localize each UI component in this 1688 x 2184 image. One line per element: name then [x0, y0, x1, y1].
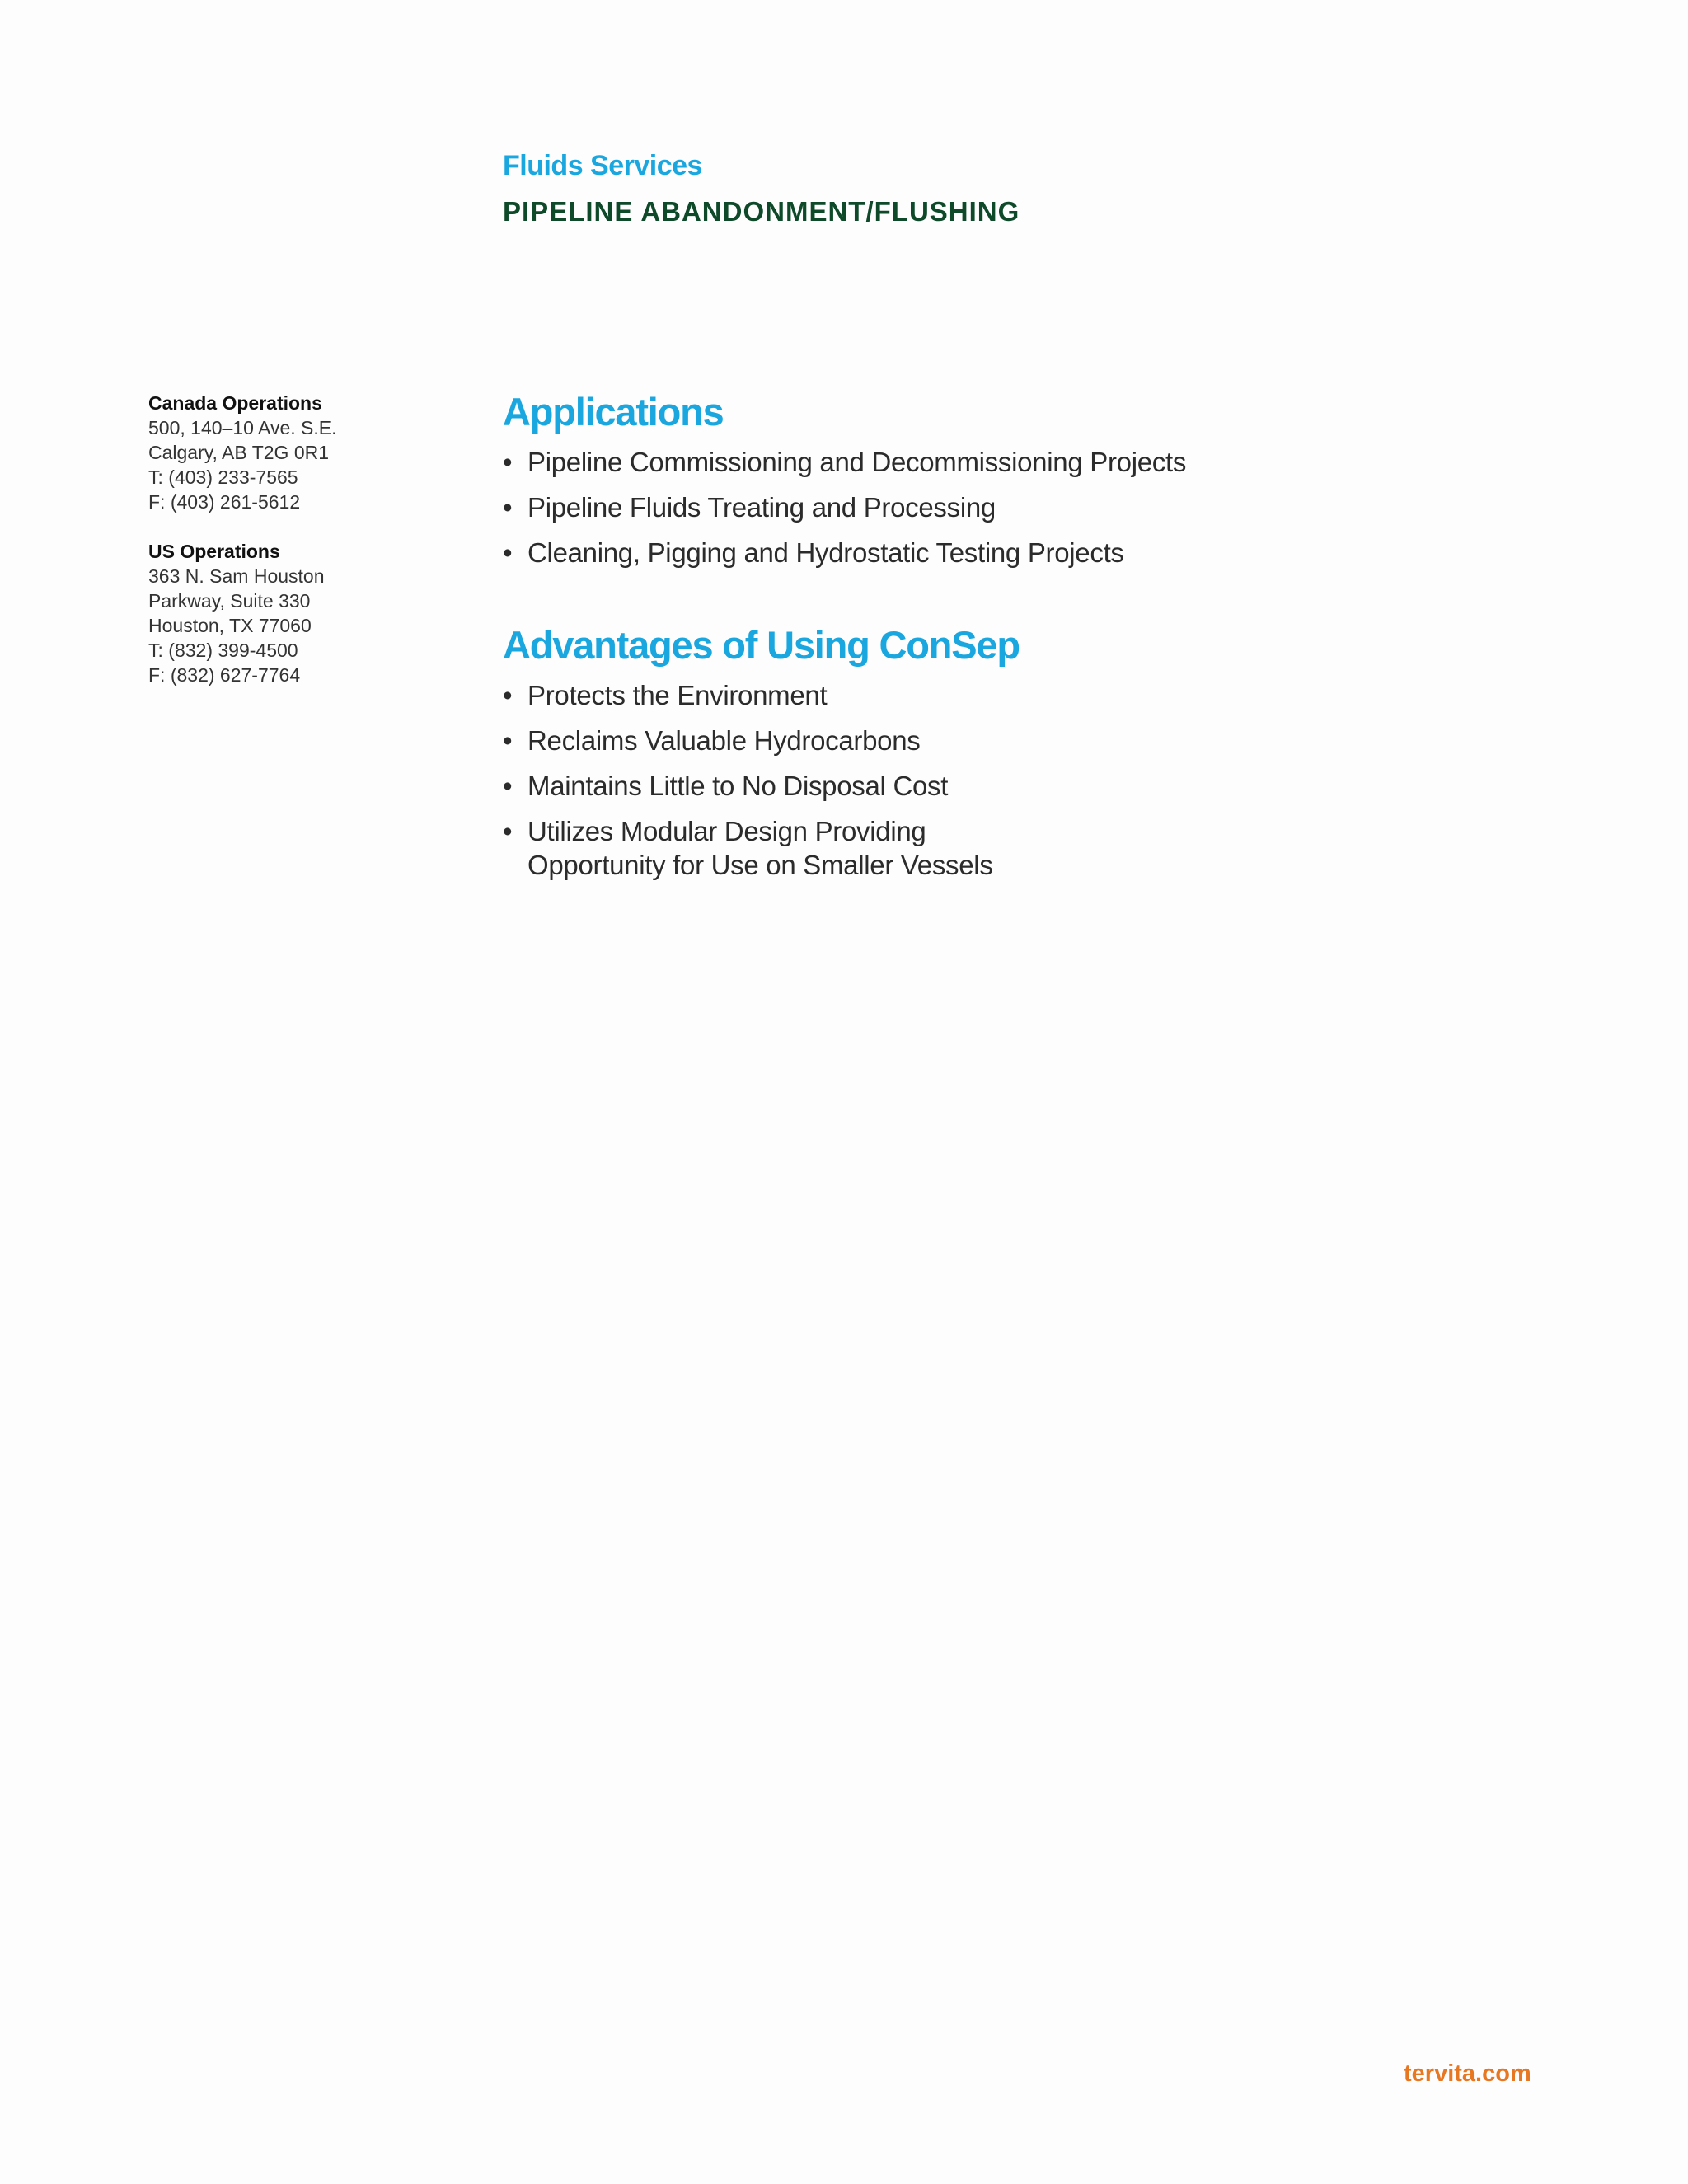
bullet-icon: •	[503, 680, 513, 710]
main-content	[503, 387, 1492, 893]
list-item-text: Protects the Environment	[528, 680, 828, 710]
office-canada	[148, 391, 420, 514]
office-name: Canada Operations	[148, 392, 322, 414]
list-item-text: Reclaims Valuable Hydrocarbons	[528, 725, 921, 756]
office-name: US Operations	[148, 541, 280, 562]
list-item-text: Utilizes Modular Design Providing Opportunity for Use on Smaller Vessels	[528, 816, 993, 880]
bullet-icon: •	[503, 771, 513, 801]
applications-section	[503, 387, 1492, 569]
website-link[interactable]: tervita.com	[1404, 2060, 1531, 2087]
page-title: PIPELINE ABANDONMENT/FLUSHING	[503, 196, 1020, 227]
office-address-line: Parkway, Suite 330	[148, 590, 311, 612]
office-fax: F: (832) 627-7764	[148, 664, 301, 686]
list-item	[503, 724, 1492, 757]
list-item-text: Cleaning, Pigging and Hydrostatic Testing Projects	[528, 537, 1124, 568]
list-item	[503, 490, 1492, 524]
contact-sidebar	[148, 391, 420, 712]
office-fax: F: (403) 261-5612	[148, 491, 301, 513]
section-heading: Applications	[503, 390, 724, 434]
bullet-icon: •	[503, 725, 513, 756]
list-item-text: Pipeline Fluids Treating and Processing	[528, 492, 996, 523]
office-phone: T: (832) 399-4500	[148, 640, 298, 661]
applications-list	[503, 445, 1492, 569]
bullet-icon: •	[503, 537, 513, 568]
bullet-icon: •	[503, 816, 513, 846]
office-phone: T: (403) 233-7565	[148, 466, 298, 488]
office-us	[148, 539, 420, 687]
bullet-icon: •	[503, 447, 513, 477]
list-item	[503, 678, 1492, 712]
office-address-line: 363 N. Sam Houston	[148, 565, 325, 587]
list-item	[503, 769, 1492, 803]
list-item	[503, 536, 1492, 569]
office-address-line: Calgary, AB T2G 0R1	[148, 442, 330, 463]
list-item	[503, 814, 1039, 882]
bullet-icon: •	[503, 492, 513, 523]
advantages-section	[503, 621, 1492, 882]
office-address-line: Houston, TX 77060	[148, 615, 312, 636]
office-address-line: 500, 140–10 Ave. S.E.	[148, 417, 337, 438]
category-label: Fluids Services	[503, 150, 702, 181]
section-heading: Advantages of Using ConSep	[503, 623, 1020, 667]
list-item-text: Maintains Little to No Disposal Cost	[528, 771, 949, 801]
list-item	[503, 445, 1492, 479]
advantages-list	[503, 678, 1492, 882]
list-item-text: Pipeline Commissioning and Decommissioning Projects	[528, 447, 1187, 477]
